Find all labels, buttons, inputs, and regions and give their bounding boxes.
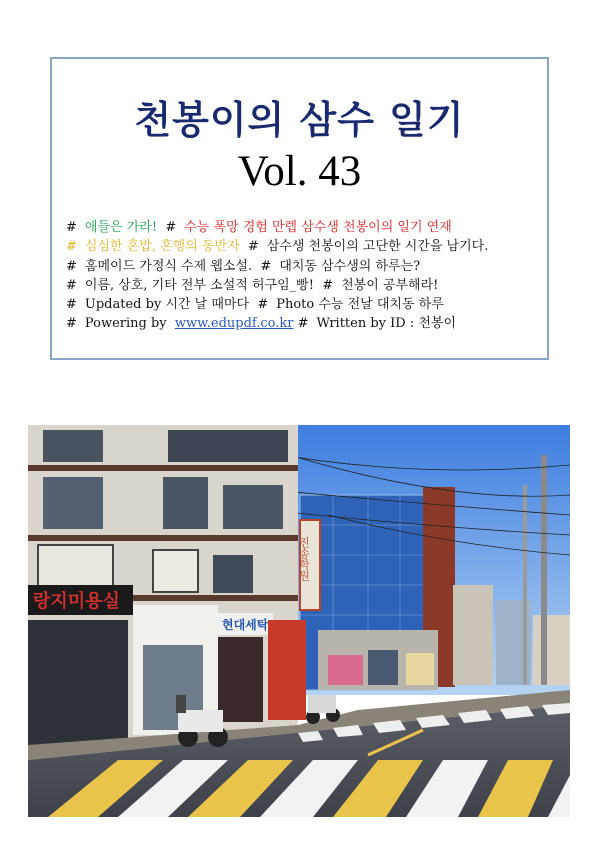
hash-mark: # — [66, 277, 77, 293]
salon-sign: 랑지미용실 — [33, 591, 120, 612]
tag-list — [66, 218, 541, 334]
tag-text: 대치동 삼수생의 하루는? — [279, 258, 421, 274]
page-title: 천봉이의 삼수 일기 — [134, 98, 465, 142]
laundry-sign: 현대세탁 — [222, 618, 269, 632]
hash-mark: # — [257, 297, 269, 313]
tag-text: Powering by — [84, 316, 167, 332]
tag-text: 수능 폭망 경험 만렙 삼수생 천봉이의 일기 연재 — [184, 220, 452, 235]
tag-line-5 — [66, 295, 541, 314]
tag-text: 애들은 가라! — [84, 220, 158, 235]
hash-mark: # — [297, 316, 309, 332]
hash-mark: # — [66, 239, 77, 255]
tag-line-3 — [66, 257, 541, 276]
tag-text: 홈메이드 가정식 수제 웹소설. — [84, 258, 253, 274]
tag-line-2 — [66, 237, 541, 256]
hash-mark: # — [66, 316, 77, 332]
tag-text: Updated by 시간 날 때마다 — [84, 297, 250, 313]
hash-mark: # — [247, 239, 259, 255]
website-link[interactable]: www.edupdf.co.kr — [174, 316, 294, 332]
hash-mark: # — [322, 277, 334, 293]
hash-mark: # — [66, 258, 77, 274]
tag-text: 이름, 상호, 기타 전부 소설적 허구임_빵! — [84, 277, 314, 293]
tag-text: 심심한 혼밥, 혼행의 동반자 — [84, 239, 240, 255]
tag-text: Photo 수능 전날 대치동 하루 — [276, 297, 444, 313]
street-photo — [28, 425, 570, 817]
volume-number: Vol. 43 — [237, 148, 362, 195]
header-box — [50, 57, 549, 360]
vertical-sign: 진송학원 — [297, 537, 311, 581]
hash-mark: # — [66, 297, 77, 313]
tag-line-6 — [66, 314, 541, 333]
hash-mark: # — [66, 220, 77, 235]
street-photo-illustration — [28, 425, 570, 817]
tag-line-1 — [66, 218, 541, 237]
hash-mark: # — [260, 258, 272, 274]
hash-mark: # — [165, 220, 177, 235]
tag-text: 삼수생 천봉이의 고단한 시간을 남기다. — [266, 239, 489, 255]
tag-line-4 — [66, 276, 541, 295]
tag-text: 천봉이 공부해라! — [341, 277, 439, 293]
tag-text: Written by ID : 천봉이 — [316, 316, 457, 332]
